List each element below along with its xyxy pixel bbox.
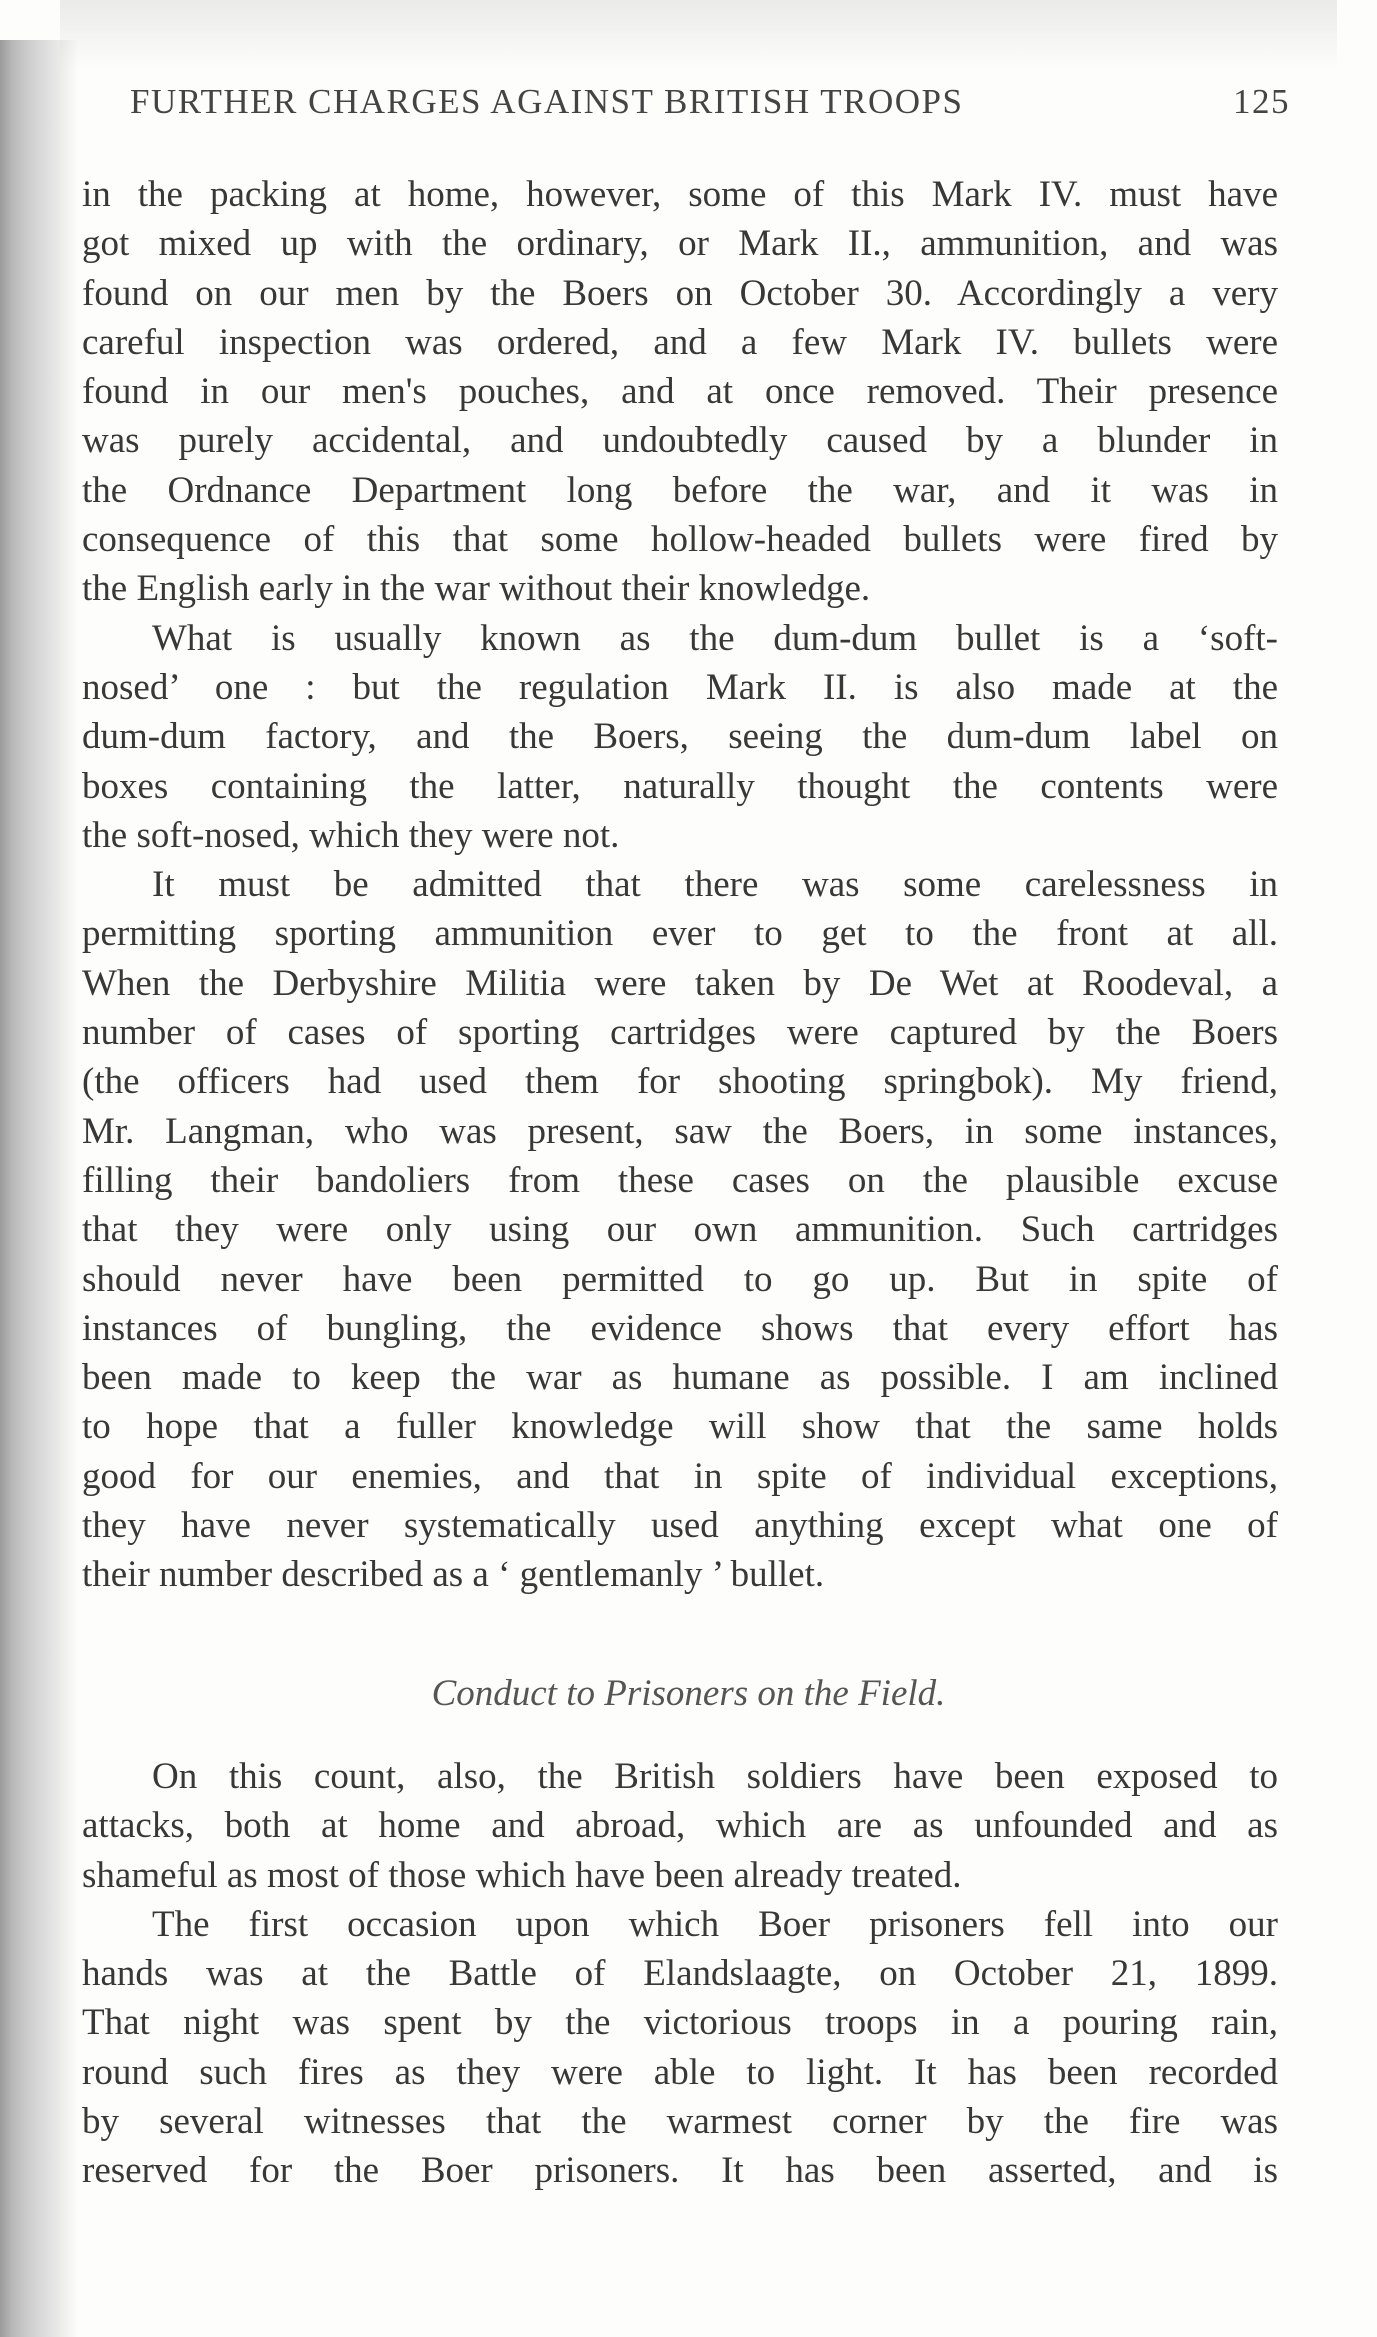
paragraph bbox=[82, 614, 1278, 860]
text-line: consequence of this that some hollow-headed bullets were fired by bbox=[82, 519, 1278, 561]
text-line: been made to keep the war as humane as possible. I am inclined bbox=[82, 1357, 1278, 1399]
text-line: The first occasion upon which Boer prisoners fell into our bbox=[152, 1903, 1278, 1945]
text-line: attacks, both at home and abroad, which are as unfounded and as bbox=[82, 1805, 1278, 1847]
text-line: to hope that a fuller knowledge will show that the same holds bbox=[82, 1406, 1278, 1448]
text-line: found on our men by the Boers on October 30. Accordingly a very bbox=[82, 272, 1278, 314]
text-line: the soft-nosed, which they were not. bbox=[82, 814, 620, 856]
paragraph bbox=[82, 860, 1278, 1599]
text-line: Mr. Langman, who was present, saw the Boers, in some instances, bbox=[82, 1110, 1278, 1152]
text-line: dum-dum factory, and the Boers, seeing the dum-dum label on bbox=[82, 716, 1278, 758]
scan-noise bbox=[60, 0, 1337, 70]
text-line: hands was at the Battle of Elandslaagte, on October 21, 1899. bbox=[82, 1953, 1278, 1995]
text-line: (the officers had used them for shooting springbok). My friend, bbox=[82, 1061, 1278, 1103]
text-line: round such fires as they were able to light. It has been recorded bbox=[82, 2051, 1278, 2093]
text-line: was purely accidental, and undoubtedly caused by a blunder in bbox=[82, 420, 1278, 462]
text-line: the Ordnance Department long before the war, and it was in bbox=[82, 469, 1278, 511]
text-line: When the Derbyshire Militia were taken by De Wet at Roodeval, a bbox=[82, 962, 1278, 1004]
text-line: It must be admitted that there was some carelessness in bbox=[152, 864, 1278, 906]
running-title: FURTHER CHARGES AGAINST BRITISH TROOPS bbox=[130, 82, 964, 121]
text-line: that they were only using our own ammunition. Such cartridges bbox=[82, 1209, 1278, 1251]
text-line: number of cases of sporting cartridges were captured by the Boers bbox=[82, 1012, 1278, 1054]
text-line: reserved for the Boer prisoners. It has been asserted, and is bbox=[82, 2150, 1278, 2192]
text-line: found in our men's pouches, and at once removed. Their presence bbox=[82, 371, 1278, 413]
text-line: by several witnesses that the warmest corner by the fire was bbox=[82, 2101, 1278, 2143]
text-line: good for our enemies, and that in spite of individual exceptions, bbox=[82, 1455, 1278, 1497]
text-line: What is usually known as the dum-dum bullet is a ‘soft- bbox=[152, 617, 1278, 659]
paragraph bbox=[82, 1900, 1278, 2196]
text-line: On this count, also, the British soldiers have been exposed to bbox=[152, 1756, 1278, 1797]
section-heading: Conduct to Prisoners on the Field. bbox=[431, 1673, 946, 1714]
text-line: permitting sporting ammunition ever to get to the front at all. bbox=[82, 913, 1278, 955]
text-line: got mixed up with the ordinary, or Mark II., ammunition, and was bbox=[82, 223, 1278, 265]
text-line: should never have been permitted to go up. But in spite of bbox=[82, 1258, 1278, 1300]
text-line: in the packing at home, however, some of this Mark IV. must have bbox=[82, 174, 1278, 215]
paragraph bbox=[82, 170, 1278, 614]
body-text-section-2 bbox=[82, 1752, 1278, 2196]
running-header bbox=[130, 82, 1290, 126]
text-line: nosed’ one : but the regulation Mark II. is also made at the bbox=[82, 666, 1278, 708]
body-text-section-1 bbox=[82, 170, 1278, 1600]
text-line: filling their bandoliers from these cases on the plausible excuse bbox=[82, 1159, 1278, 1201]
text-line: boxes containing the latter, naturally thought the contents were bbox=[82, 765, 1278, 807]
text-line: the English early in the war without their knowledge. bbox=[82, 568, 871, 610]
paragraph bbox=[82, 1752, 1278, 1900]
text-line: careful inspection was ordered, and a few Mark IV. bullets were bbox=[82, 321, 1278, 363]
text-line: they have never systematically used anything except what one of bbox=[82, 1505, 1278, 1547]
text-line: their number described as a ‘ gentlemanly ’ bullet. bbox=[82, 1554, 825, 1596]
book-binding-shadow bbox=[0, 40, 78, 2337]
text-line: instances of bungling, the evidence shows that every effort has bbox=[82, 1307, 1278, 1349]
text-line: shameful as most of those which have been already treated. bbox=[82, 1854, 962, 1896]
text-line: That night was spent by the victorious troops in a pouring rain, bbox=[82, 2002, 1278, 2044]
page-number: 125 bbox=[1233, 82, 1290, 121]
